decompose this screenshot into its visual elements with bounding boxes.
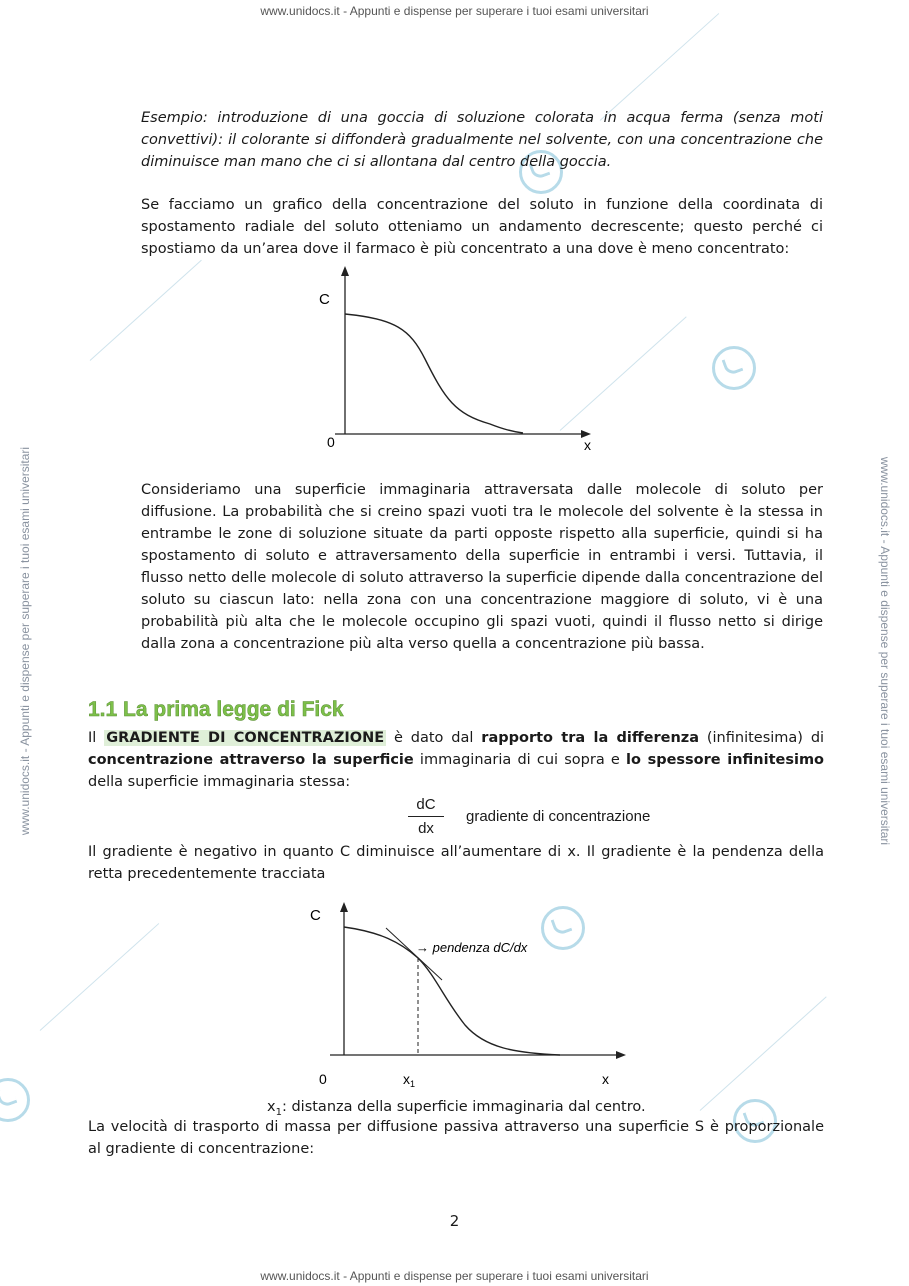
watermark-logo-icon: [712, 346, 756, 390]
def-text-1: Il: [88, 730, 97, 746]
origin-label: 0: [319, 1071, 327, 1087]
concentration-curve: [345, 314, 523, 433]
y-axis-label: C: [310, 907, 321, 924]
def-text-2: è dato dal: [394, 730, 474, 746]
surface-paragraph: Consideriamo una superficie immaginaria attraversata dalle molecole di soluto per diffusione. La probabilità che si creino spazi vuoti tra le molecole del solvente è la stessa in entrambe le zone di soluzione situate da parti opposte rispetto alla superficie, quindi si ha spostamento di soluto e attraversamento della superficie in entrambi i versi. Tuttavia, il flusso netto delle molecole di soluto attraverso la superficie dipende dalla concentrazione del soluto su ciascun lato: nella zona con una concentrazione maggiore di soluto, vi è una probabilità più alta che le molecole occupino gli spazi vuoti, quindi il flusso netto si dirige dalla zona a concentrazione più alta verso quella a concentrazione più bassa.: [141, 482, 823, 652]
def-bold-1: rapporto tra la differenza: [481, 730, 699, 746]
concentration-graph: [305, 264, 605, 454]
def-text-4: immaginaria di cui sopra e: [419, 752, 620, 768]
formula-label: gradiente di concentrazione: [466, 808, 651, 825]
y-axis-arrow-icon: [340, 902, 348, 912]
x1-label: $x_1$: [403, 1071, 416, 1089]
x-axis-label: x: [602, 1071, 609, 1087]
gradient-definition: [88, 727, 824, 793]
watermark-line: [600, 13, 720, 121]
fraction-denominator: dx: [418, 820, 434, 837]
fraction-numerator: dC: [416, 796, 436, 813]
watermark-line: [40, 923, 160, 1031]
caption-symbol: x: [267, 1099, 276, 1115]
def-text-5: della superficie immaginaria stessa:: [88, 774, 351, 790]
def-text-3: (infinitesima) di: [706, 730, 825, 746]
annotation-slope: → pendenza dC/dx: [416, 940, 528, 955]
caption-subscript: 1: [275, 1106, 282, 1118]
watermark-right: www.unidocs.it - Appunti e dispense per superare i tuoi esami universitari: [878, 456, 892, 846]
gradient-fraction: [408, 796, 444, 837]
example-paragraph: Esempio: introduzione di una goccia di soluzione colorata in acqua ferma (senza moti convettivi): il colorante si diffonderà gradualmente nel solvente, con una concentrazione che diminuisce man mano che ci si allontana dal centro della goccia.: [141, 110, 823, 170]
watermark-line: [90, 260, 202, 361]
watermark-left: www.unidocs.it - Appunti e dispense per superare i tuoi esami universitari: [18, 446, 32, 836]
watermark-top: www.unidocs.it - Appunti e dispense per superare i tuoi esami universitari: [260, 4, 649, 18]
page-number: 2: [449, 1212, 460, 1230]
y-axis-arrow-icon: [341, 266, 349, 276]
def-bold-3: lo spessore infinitesimo: [626, 752, 825, 768]
watermark-line: [700, 996, 827, 1110]
slope-graph: [300, 900, 640, 1090]
velocity-paragraph: La velocità di trasporto di massa per diffusione passiva attraverso una superficie S è proporzionale al gradiente di concentrazione:: [88, 1119, 824, 1157]
x-axis-label: x: [584, 437, 591, 453]
y-axis-label: C: [319, 291, 330, 308]
origin-label: 0: [327, 434, 335, 450]
fraction-bar: [408, 816, 444, 817]
gradient-highlight: GRADIENTE DI CONCENTRAZIONE: [106, 730, 385, 746]
def-bold-2: concentrazione attraverso la superficie: [88, 752, 414, 768]
watermark-logo-icon: [0, 1078, 30, 1122]
gradient-sign-paragraph: Il gradiente è negativo in quanto C diminuisce all’aumentare di x. Il gradiente è la pendenza della retta precedentemente tracciata: [88, 844, 824, 882]
section-heading: 1.1 La prima legge di Fick: [88, 698, 344, 721]
x-axis-arrow-icon: [616, 1051, 626, 1059]
caption-text: : distanza della superficie immaginaria dal centro.: [281, 1099, 646, 1115]
graph-intro-paragraph: Se facciamo un grafico della concentrazione del soluto in funzione della coordinata di spostamento radiale del soluto otteniamo un andamento decrescente; questo perché ci spostiamo da un’area dove il farmaco è più concentrato a una dove è meno concentrato:: [141, 197, 823, 257]
watermark-bottom: www.unidocs.it - Appunti e dispense per superare i tuoi esami universitari: [260, 1269, 649, 1283]
